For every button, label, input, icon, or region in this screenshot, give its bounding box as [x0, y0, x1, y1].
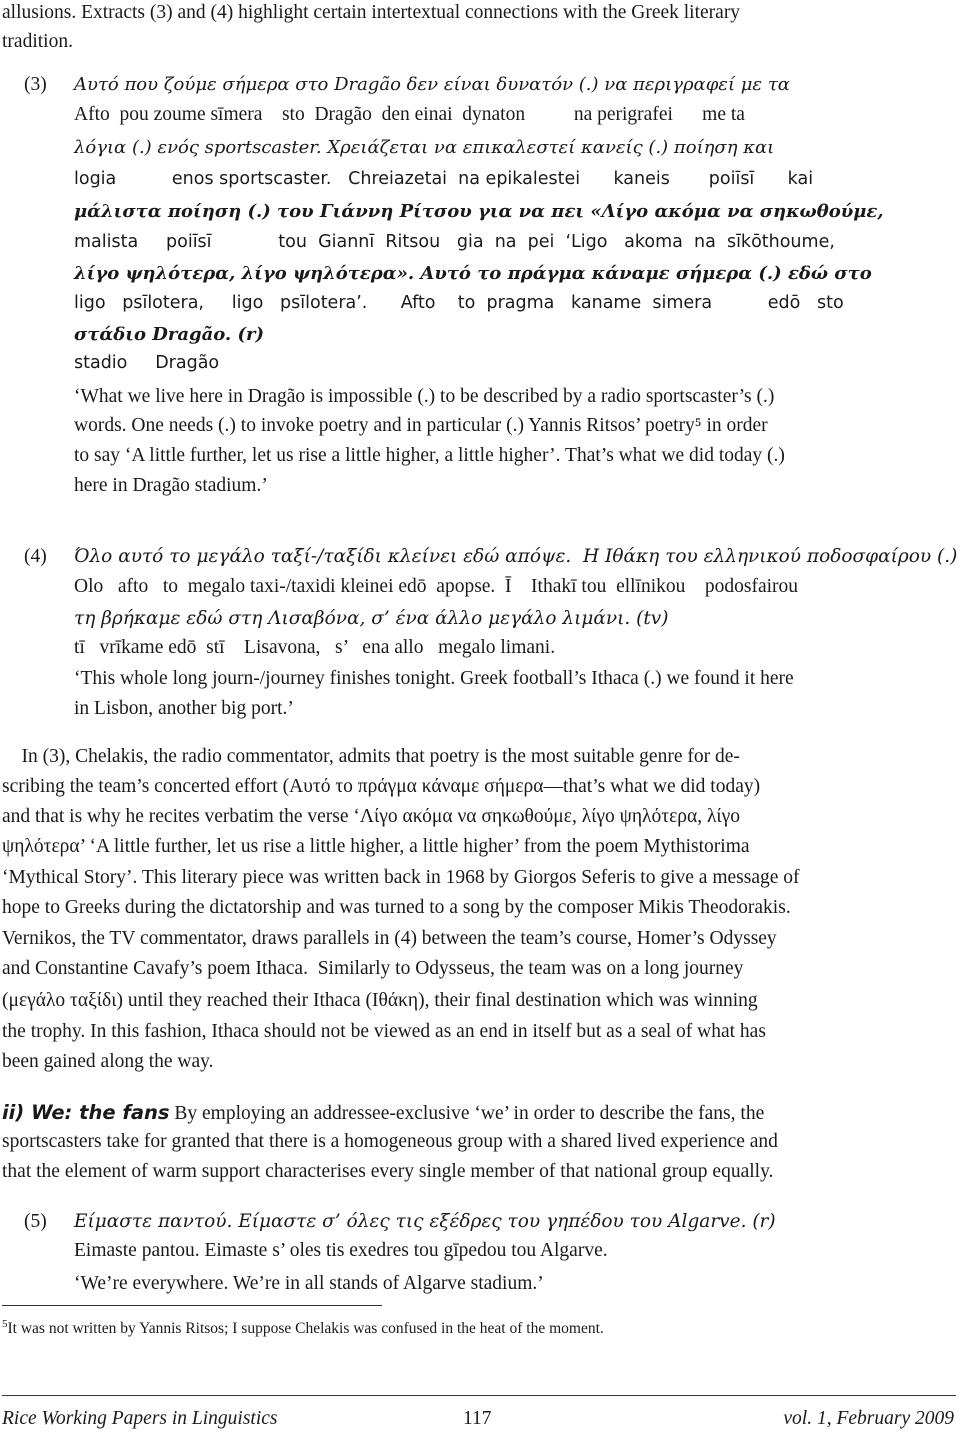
intro-line-1: allusions. Extracts (3) and (4) highlight certain intertextual connections with the Greek literary [2, 2, 741, 23]
example-3-translation-2: words. One needs (.) to invoke poetry and in particular (.) Yannis Ritsos’ poetry⁵ in order [74, 415, 768, 436]
paragraph-line-9: (μεγάλο ταξίδι) until they reached their Ithaca (Ιθάκη), their final destination which was winning [2, 990, 758, 1011]
footer-rule [2, 1395, 956, 1396]
footnote [2, 1318, 604, 1338]
example-3-line-8: ligo psīlotera, ligo psīlotera’. Afto to pragma kaname simera edō sto [74, 293, 844, 313]
example-4-translation-1: ‘This whole long journ-/journey finishes tonight. Greek football’s Ithaca (.) we found it here [74, 668, 794, 689]
paragraph-line-7: Vernikos, the TV commentator, draws parallels in (4) between the team’s course, Homer’s Odyssey [2, 928, 777, 949]
example-3-translation-3: to say ‘A little further, let us rise a little higher, a little higher’. That’s what we did today (.) [74, 445, 785, 466]
example-3-number: (3) [24, 74, 47, 95]
paragraph-line-4: ψηλότερα’ ‘A little further, let us rise a little higher, a little higher’ from the poem Mythistorima [2, 836, 750, 857]
example-5-translation: ‘We’re everywhere. We’re in all stands of Algarve stadium.’ [74, 1273, 544, 1294]
example-3-line-5: μάλιστα ποίηση (.) του Γιάννη Ρίτσου για να πει «Λίγο ακόμα να σηκωθούμε, [74, 201, 884, 222]
footer-journal: Rice Working Papers in Linguistics [2, 1408, 278, 1429]
footnote-rule [2, 1305, 382, 1306]
example-3-translation-1: ‘What we live here in Dragão is impossible (.) to be described by a radio sportscaster’s (.) [74, 386, 775, 407]
paragraph-line-2: scribing the team’s concerted effort (Αυτό το πράγμα κάναμε σήμερα—that’s what we did today) [2, 776, 761, 797]
footer-volume: vol. 1, February 2009 [783, 1408, 954, 1429]
example-3-line-1: Αυτό που ζούμε σήμερα στο Dragão δεν είναι δυνατόν (.) να περιγραφεί με τα [74, 74, 790, 95]
section-line-2: sportscasters take for granted that there is a homogeneous group with a shared lived experience and [2, 1131, 778, 1152]
example-5-number: (5) [24, 1211, 47, 1232]
paragraph-line-6: hope to Greeks during the dictatorship and was turned to a song by the composer Mikis Theodorakis. [2, 897, 791, 918]
footnote-text: It was not written by Yannis Ritsos; I suppose Chelakis was confused in the heat of the moment. [7, 1320, 604, 1338]
example-3-line-6: malista poiīsī tou Giannī Ritsou gia na pei ‘Ligo akoma na sīkōthoume, [74, 232, 835, 252]
example-3-line-4: logia enos sportscaster. Chreiazetai na epikalestei kaneis poiīsī kai [74, 169, 814, 189]
example-4-line-3: τη βρήκαμε εδώ στη Λισαβόνα, σ’ ένα άλλο μεγάλο λιμάνι. (tv) [74, 608, 669, 629]
paragraph-line-8: and Constantine Cavafy’s poem Ithaca. Similarly to Odysseus, the team was on a long journey [2, 958, 744, 979]
example-3-line-2: Afto pou zoume sīmera sto Dragão den einai dynaton na perigrafei me ta [74, 104, 745, 125]
example-5-greek: Είμαστε παντού. Είμαστε σ’ όλες τις εξέδρες του γηπέδου του Algarve. (r) [74, 1211, 776, 1232]
paragraph-line-11: been gained along the way. [2, 1051, 214, 1072]
paragraph-line-10: the trophy. In this fashion, Ithaca should not be viewed as an end in itself but as a seal of what has [2, 1021, 766, 1042]
example-3-line-10: stadio Dragão [74, 353, 220, 373]
example-4-line-2: Olo afto to megalo taxi-/taxidi kleinei edō apopse. Ī Ithakī tou ellīnikou podosfairou [74, 576, 799, 597]
example-3-line-3: λόγια (.) ενός sportscaster. Χρειάζεται να επικαλεστεί κανείς (.) ποίηση και [74, 137, 775, 158]
example-4-number: (4) [24, 546, 47, 567]
example-3-line-7: λίγο ψηλότερα, λίγο ψηλότερα». Αυτό το πράγμα κάναμε σήμερα (.) εδώ στο [74, 263, 872, 284]
example-4-translation-2: in Lisbon, another big port.’ [74, 698, 294, 719]
example-5-translit: Eimaste pantou. Eimaste s’ oles tis exedres tou gīpedou tou Algarve. [74, 1240, 608, 1261]
example-3-translation-4: here in Dragão stadium.’ [74, 475, 268, 496]
example-3-line-9: στάδιο Dragão. (r) [74, 324, 264, 345]
example-4-line-1: Όλο αυτό το μεγάλο ταξί-/ταξίδι κλείνει εδώ απόψε. Η Ιθάκη του ελληνικού ποδοσφαίρου (.) [74, 546, 958, 567]
paragraph-line-1: In (3), Chelakis, the radio commentator, admits that poetry is the most suitable genre for de- [2, 746, 740, 767]
paragraph-line-3: and that is why he recites verbatim the verse ‘Λίγο ακόμα να σηκωθούμε, λίγο ψηλότερα, λίγο [2, 806, 741, 827]
footer-page-number: 117 [463, 1408, 492, 1429]
intro-line-2: tradition. [2, 31, 73, 52]
section-line-1-text: By employing an addressee-exclusive ‘we’ in order to describe the fans, the [169, 1103, 765, 1124]
example-4-line-4: tī vrīkame edō stī Lisavona, s’ ena allo megalo limani. [74, 637, 556, 658]
paragraph-line-5: ‘Mythical Story’. This literary piece was written back in 1968 by Giorgos Seferis to give a message of [2, 867, 800, 888]
section-heading: ii) We: the fans [2, 1101, 170, 1124]
footnote-mark: 5 [2, 1318, 8, 1330]
section-line-1 [2, 1101, 764, 1125]
section-line-3: that the element of warm support characterises every single member of that national group equally. [2, 1161, 774, 1182]
